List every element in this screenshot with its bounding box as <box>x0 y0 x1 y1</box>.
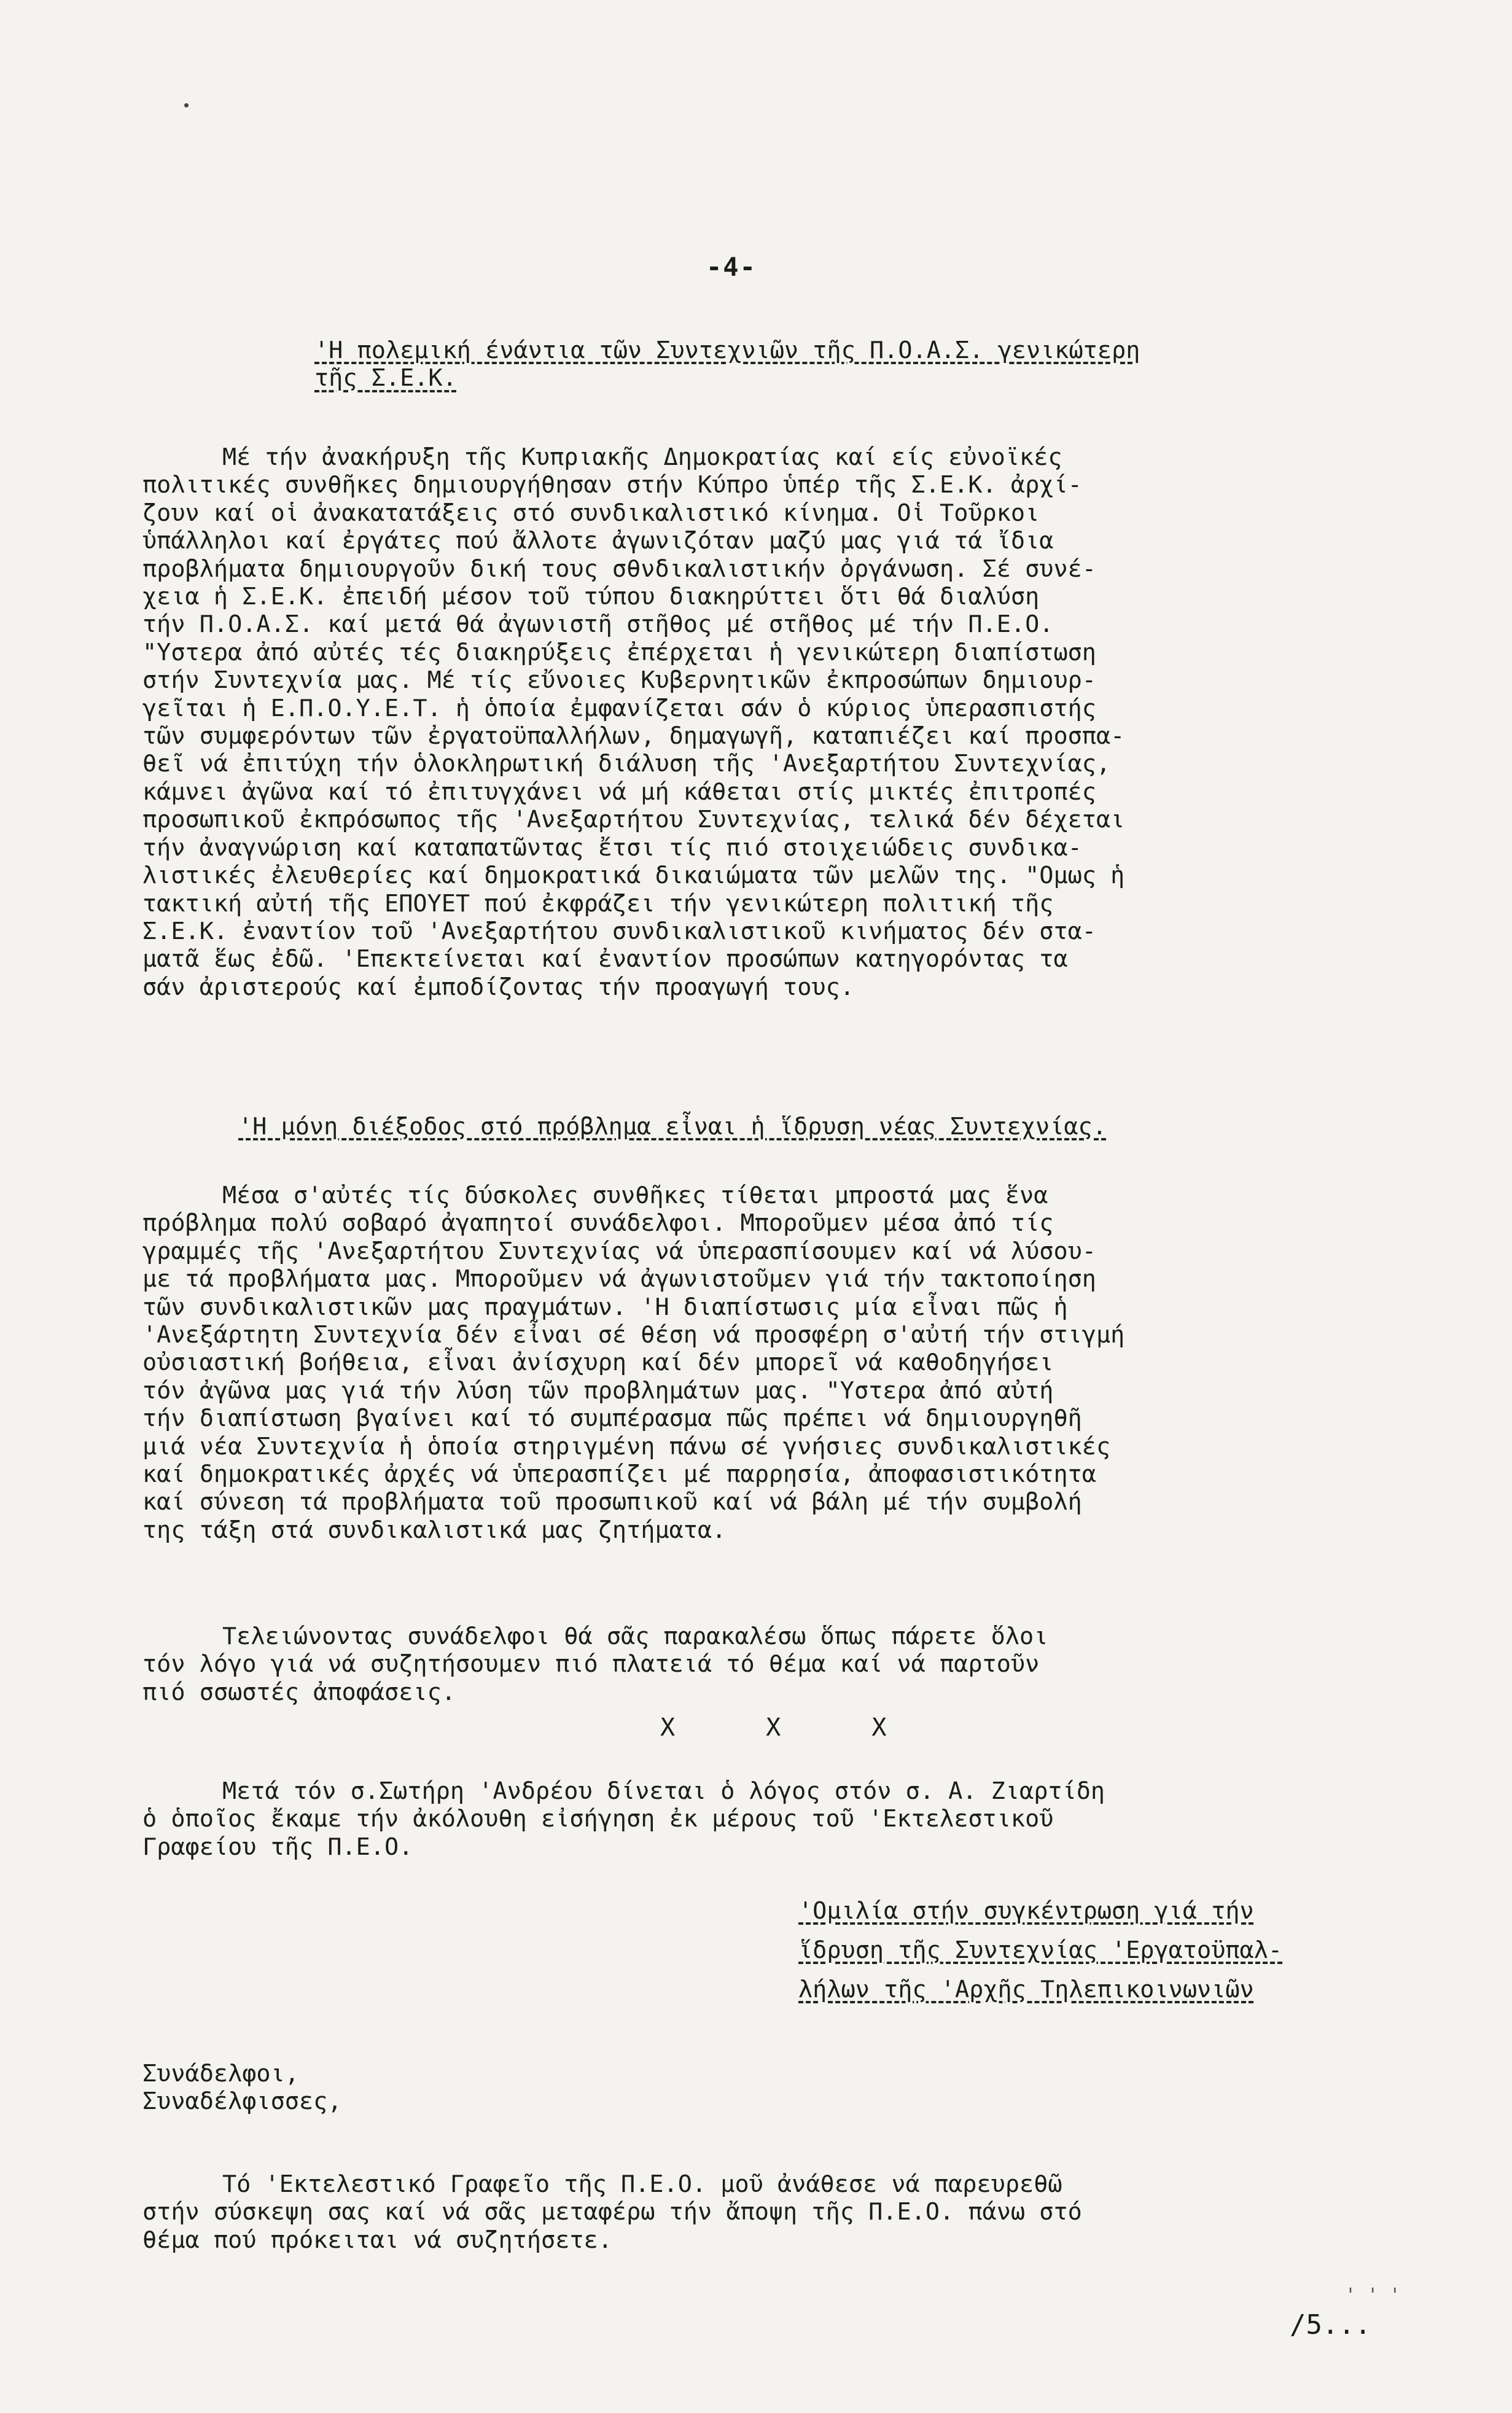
next-page-reference: /5... <box>1290 2309 1371 2341</box>
section-separator: X X X <box>660 1713 925 1742</box>
margin-marks: ' ' ' <box>1345 2285 1401 2306</box>
paragraph-executive-office: Τό 'Εκτελεστικό Γραφεῖο τῆς Π.Ε.Ο. μοῦ ἀνάθεσε νά παρευρεθῶ στήν σύσκεψη σας καί νά σᾶς μεταφέρω τήν ἄποψη τῆς Π.Ε.Ο. πάνω στό θέμα πού πρόκειται νά συζητήσετε. <box>142 2170 1082 2254</box>
page-number: -4- <box>706 252 757 282</box>
ink-speck <box>184 103 189 107</box>
paragraph-next-speaker: Μετά τόν σ.Σωτήρη 'Ανδρέου δίνεται ὁ λόγος στόν σ. Α. Ζιαρτίδη ὁ ὁποῖος ἔκαμε τήν ἀκόλουθη εἰσήγηση ἐκ μέρους τοῦ 'Εκτελεστικοῦ Γραφείου τῆς Π.Ε.Ο. <box>142 1777 1105 1861</box>
paragraph-difficult-conditions: Μέσα σ'αὐτές τίς δύσκολες συνθῆκες τίθεται μπροστά μας ἕνα πρόβλημα πολύ σοβαρό ἀγαπητοί συνάδελφοι. Μποροῦμεν μέσα ἀπό τίς γραμμές τῆς 'Ανεξαρτήτου Συντεχνίας νά ὑπερασπίσουμεν καί νά λύσου- με τά προβλήματα μας. Μποροῦμεν νά ἀγωνιστοῦμεν γιά τήν τακτοποίηση τῶν συνδικαλιστικῶν μας πραγμάτων. 'Η διαπίστωσις μία εἶναι πῶς ἡ 'Ανεξάρτητη Συντεχνία δέν εἶναι σέ θέση νά προσφέρη σ'αὐτή τήν στιγμή οὐσιαστική βοήθεια, εἶναι ἀνίσχυρη καί δέν μπορεῖ νά καθοδηγήσει τόν ἀγῶνα μας γιά τήν λύση τῶν προβλημάτων μας. "Υστερα ἀπό αὐτή τήν διαπίστωση βγαίνει καί τό συμπέρασμα πῶς πρέπει νά δημιουργηθῆ μιά νέα Συντεχνία ἡ ὁποία στηριγμένη πάνω σέ γνήσιες συνδικαλιστικές καί δημοκρατικές ἀρχές νά ὑπερασπίζει μέ παρρησία, ἀποφασιστικότητα καί σύνεση τά προβλήματα τοῦ προσωπικοῦ καί νά βάλη μέ τήν συμβολή της τάξη στά συνδικαλιστικά μας ζητήματα. <box>142 1182 1125 1544</box>
section-heading-only-way: 'Η μόνη διέξοδος στό πρόβλημα εἶναι ἡ ἵδρυση νέας Συντεχνίας. <box>238 1113 1107 1140</box>
speech-title: 'Ομιλία στήν συγκέντρωση γιά τήν ἵδρυση τῆς Συντεχνίας 'Εργατοϋπαλ- λήλων τῆς 'Αρχῆς Τηλεπικοινωνιῶν <box>798 1897 1283 2003</box>
salutation: Συνάδελφοι, Συναδέλφισσες, <box>142 2060 342 2116</box>
section-heading-polemic: 'Η πολεμική ένάντια τῶν Συντεχνιῶν τῆς Π.Ο.Α.Σ. γενικώτερη τῆς Σ.Ε.Κ. <box>314 337 1140 392</box>
paragraph-closing: Τελειώνοντας συνάδελφοι θά σᾶς παρακαλέσω ὅπως πάρετε ὅλοι τόν λόγο γιά νά συζητήσουμεν πιό πλατειά τό θέμα καί νά παρτοῦν πιό σσωστές ἀποφάσεις. <box>142 1623 1048 1706</box>
paragraph-declaration: Μέ τήν ἀνακήρυξη τῆς Κυπριακῆς Δημοκρατίας καί είς εὐνοϊκές πολιτικές συνθῆκες δημιουργήθησαν στήν Κύπρο ὑπέρ τῆς Σ.Ε.Κ. ἀρχί- ζουν καί οἱ ἀνακατατάξεις στό συνδικαλιστικό κίνημα. Οἱ Τοῦρκοι ὑπάλληλοι καί ἐργάτες πού ἄλλοτε ἀγωνιζόταν μαζύ μας γιά τά ἴδια προβλήματα δημιουργοῦν δική τους σθνδικαλιστικήν ὀργάνωση. Σέ συνέ- χεια ἡ Σ.Ε.Κ. ἐπειδή μέσον τοῦ τύπου διακηρύττει ὅτι θά διαλύση τήν Π.Ο.Α.Σ. καί μετά θά ἀγωνιστῆ στῆθος μέ στῆθος μέ τήν Π.Ε.Ο. "Υστερα ἀπό αὐτές τές διακηρύξεις ἐπέρχεται ἡ γενικώτερη διαπίστωση στήν Συντεχνία μας. Μέ τίς εὔνοιες Κυβερνητικῶν ἐκπροσώπων δημιουρ- γεῖται ἡ Ε.Π.Ο.Υ.Ε.Τ. ἡ ὁποία ἐμφανίζεται σάν ὁ κύριος ὑπερασπιστής τῶν συμφερόντων τῶν ἐργατοϋπαλλήλων, δημαγωγῆ, καταπιέζει καί προσπα- θεῖ νά ἐπιτύχη τήν ὁλοκληρωτική διάλυση τῆς 'Ανεξαρτήτου Συντεχνίας, κάμνει ἀγῶνα καί τό ἐπιτυγχάνει νά μή κάθεται στίς μικτές ἐπιτροπές προσωπικοῦ ἐκπρόσωπος τῆς 'Ανεξαρτήτου Συντεχνίας, τελικά δέν δέχεται τήν ἀναγνώριση καί καταπατῶντας ἔτσι τίς πιό στοιχειώδεις συνδικα- λιστικές ἐλευθερίες καί δημοκρατικά δικαιώματα τῶν μελῶν της. "Ομως ἡ τακτική αὐτή τῆς ΕΠΟΥΕΤ πού ἐκφράζει τήν γενικώτερη πολιτική τῆς Σ.Ε.Κ. ἐναντίον τοῦ 'Ανεξαρτήτου συνδικαλιστικοῦ κινήματος δέν στα- ματᾶ ἕως ἐδῶ. 'Επεκτείνεται καί ἐναντίον προσώπων κατηγορόντας τα σάν ἀριστερούς καί ἐμποδίζοντας τήν προαγωγή τους. <box>142 443 1125 1001</box>
